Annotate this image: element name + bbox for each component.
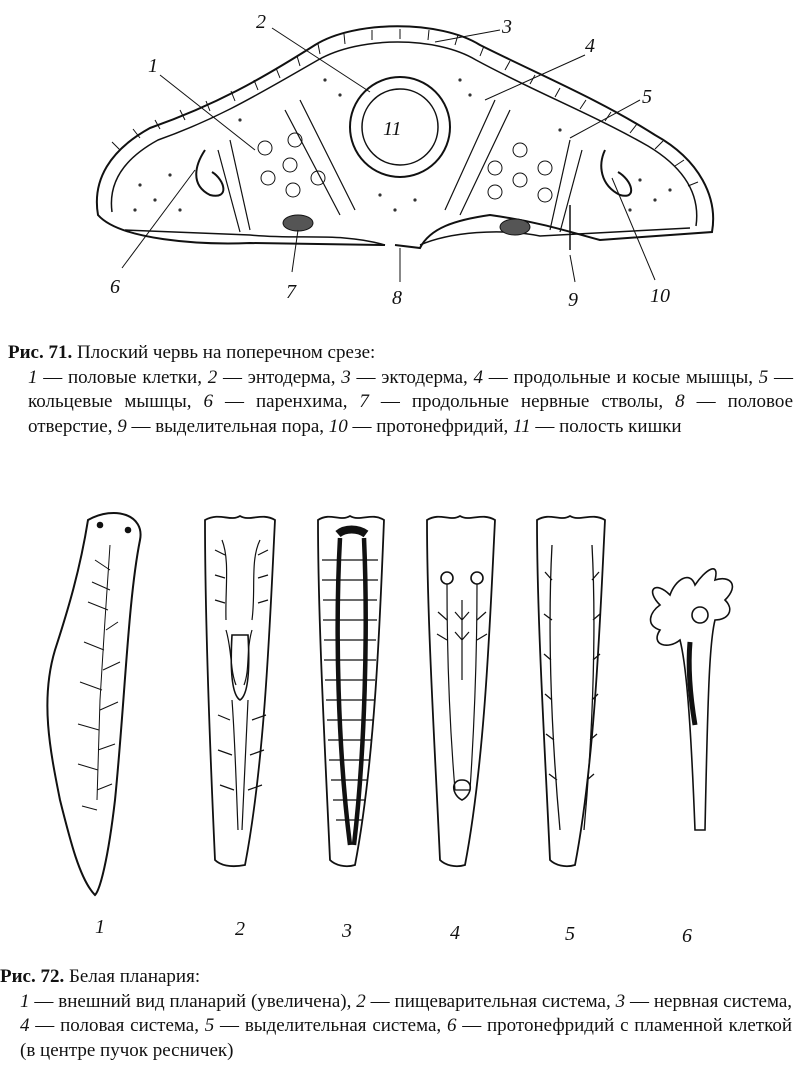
digestive-branches — [215, 540, 268, 830]
planaria-digestive — [205, 516, 275, 866]
leader-2 — [272, 28, 370, 92]
fig72-label-4: 4 — [450, 922, 460, 944]
excretory-canals — [544, 545, 600, 830]
planaria-external-gut — [78, 545, 120, 810]
label-7: 7 — [286, 281, 296, 303]
planaria-nervous — [318, 516, 384, 866]
leader-1 — [160, 75, 255, 150]
nerve-trunk-right — [500, 219, 530, 235]
eye-spot-right — [126, 528, 131, 533]
planaria-excretory — [537, 516, 605, 866]
figure-71-cross-section — [0, 0, 800, 320]
fig72-label-2: 2 — [235, 918, 245, 940]
fig72-label-1: 1 — [95, 916, 105, 938]
caption-72-title: Рис. 72. — [0, 966, 65, 987]
germ-cells-right — [488, 143, 552, 202]
caption-71-text: Плоский червь на поперечном срезе: — [77, 342, 376, 363]
label-2: 2 — [256, 11, 266, 33]
label-11: 11 — [383, 118, 402, 140]
nerve-trunk-left — [283, 215, 313, 231]
eye-spot-left — [98, 523, 103, 528]
label-6: 6 — [110, 276, 120, 298]
germ-cells-left — [258, 133, 325, 197]
ectoderm-layer — [111, 42, 696, 226]
planaria-external — [47, 513, 140, 895]
caption-71-legend: 1 — половые клетки, 2 — энтодерма, 3 — эктодерма, 4 — продольные и косые мышцы, 5 — кольцевые мышцы, 6 — паренхима, 7 — продольные нервные стволы, 8 — половое отверстие, 9 — выделительная пора, 10 — протонефридий, 11 — полость кишки — [28, 366, 794, 437]
cilia-tuft — [689, 642, 695, 725]
leader-10 — [612, 178, 655, 280]
body-outline — [97, 26, 713, 248]
ovary-right — [471, 572, 483, 584]
fig72-label-6: 6 — [682, 925, 692, 947]
planaria-reproductive — [427, 516, 495, 866]
flame-cell-nucleus — [692, 607, 708, 623]
caption-71-title: Рис. 71. — [8, 342, 73, 363]
caption-72-legend: 1 — внешний вид планарий (увеличена), 2 — пищеварительная система, 3 — нервная система, 4 — половая система, 5 — выделительная система, 6 — протонефридий с пламенной клеткой (в центре пучок ресничек) — [20, 990, 793, 1061]
label-4: 4 — [585, 35, 595, 57]
leader-9 — [570, 255, 575, 282]
label-10: 10 — [650, 285, 670, 307]
figure-72-planaria — [0, 500, 800, 960]
caption-72-text: Белая планария: — [69, 966, 201, 987]
label-3: 3 — [502, 16, 512, 38]
pharynx — [231, 635, 248, 700]
transverse-commissures — [322, 560, 378, 820]
leader-4 — [485, 55, 585, 100]
muscle-fibres-right — [445, 100, 582, 232]
caption-fig-72 — [0, 965, 792, 1063]
label-1: 1 — [148, 55, 158, 77]
leader-6 — [122, 170, 195, 268]
ovary-left — [441, 572, 453, 584]
fig72-label-5: 5 — [565, 923, 575, 945]
label-5: 5 — [642, 86, 652, 108]
caption-fig-71 — [8, 341, 793, 439]
label-9: 9 — [568, 289, 578, 311]
fig72-label-3: 3 — [342, 920, 352, 942]
cerebral-ganglion — [338, 530, 366, 535]
nerve-cords — [338, 538, 366, 845]
label-8: 8 — [392, 287, 402, 309]
